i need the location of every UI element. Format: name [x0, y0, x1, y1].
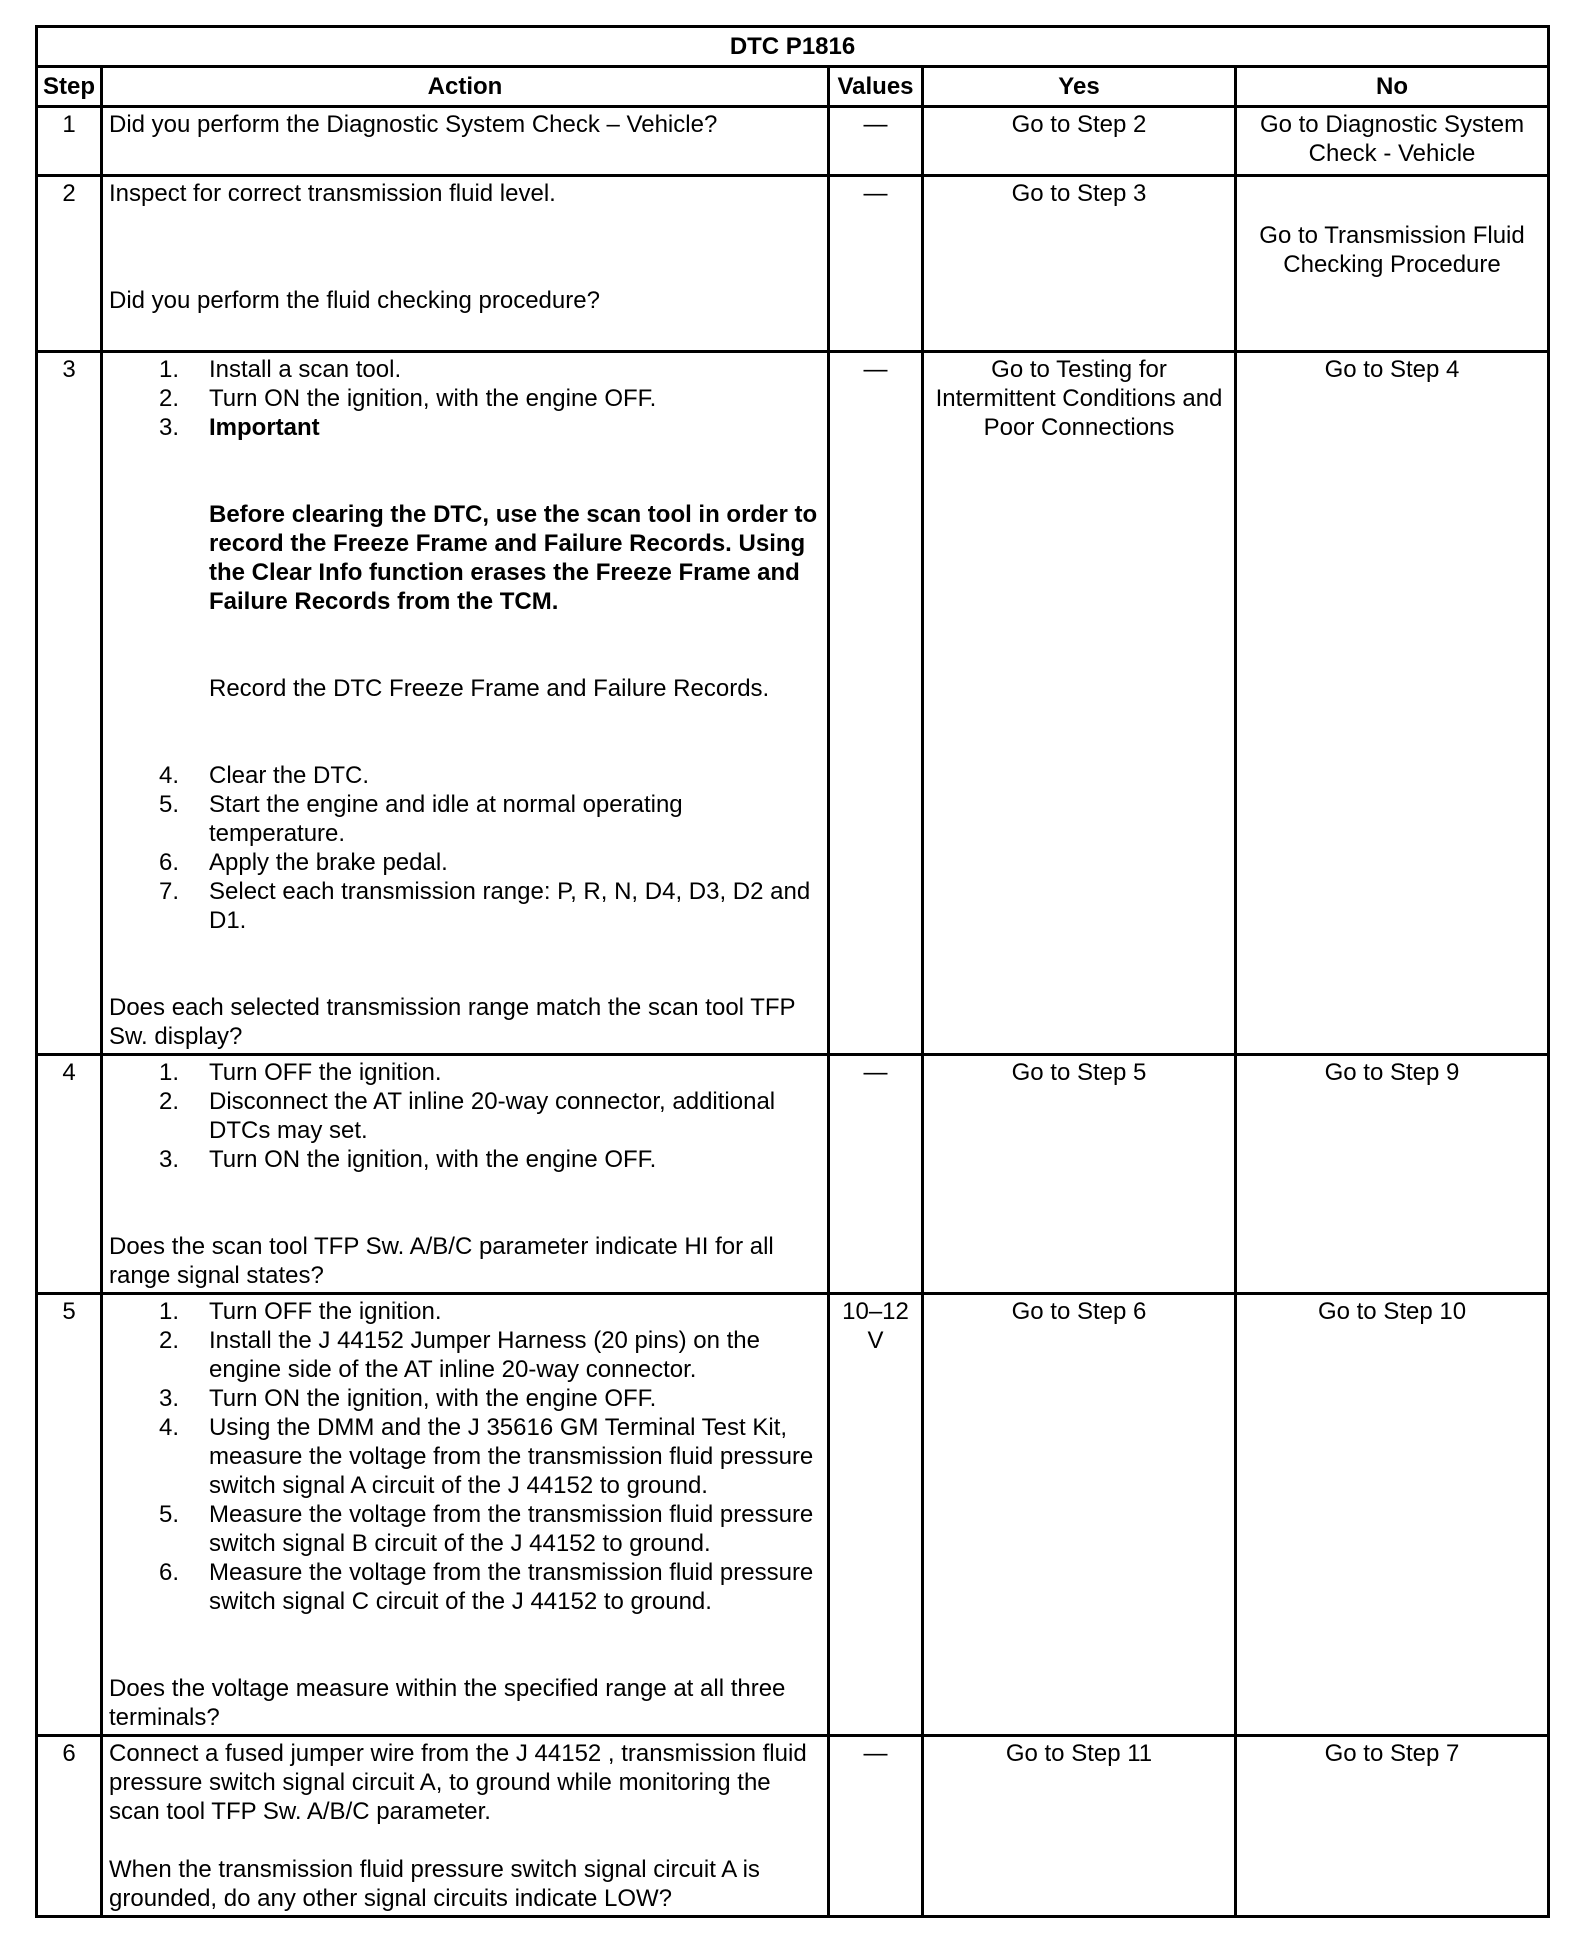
values-cell: —	[829, 1736, 923, 1917]
values-cell: —	[829, 352, 923, 1055]
list-item: 4. Using the DMM and the J 35616 GM Terminal Test Kit, measure the voltage from the transmission fluid pressure switch signal A circuit of the J 44152 to ground.	[159, 1414, 814, 1499]
header-step: Step	[37, 67, 102, 107]
action-text: Inspect for correct transmission fluid level.	[109, 180, 556, 207]
yes-cell: Go to Step 2	[923, 107, 1236, 176]
table-row	[37, 352, 1549, 1055]
step-number: 1	[37, 107, 102, 176]
list-item: 6. Apply the brake pedal.	[159, 849, 448, 876]
action-question: Does each selected transmission range match the scan tool TFP Sw. display?	[109, 994, 796, 1050]
values-cell	[829, 1294, 923, 1736]
no-text-line: Go to Transmission Fluid	[1259, 221, 1525, 249]
values-text-line: 10–12	[842, 1298, 909, 1325]
no-cell	[1236, 107, 1549, 176]
values-cell: —	[829, 1055, 923, 1294]
list-item: 6. Measure the voltage from the transmission fluid pressure switch signal C circuit of the J 44152 to ground.	[159, 1559, 814, 1615]
instruction-list	[109, 355, 821, 442]
list-item: 1. Install a scan tool.	[159, 356, 402, 383]
dtc-table	[35, 25, 1550, 1918]
no-cell: Go to Step 9	[1236, 1055, 1549, 1294]
action-cell	[102, 107, 829, 176]
action-cell	[102, 1736, 829, 1917]
action-question: Did you perform the fluid checking procedure?	[109, 287, 600, 314]
no-cell: Go to Step 4	[1236, 352, 1549, 1055]
list-item: 3. Turn ON the ignition, with the engine OFF.	[159, 1385, 657, 1412]
no-text-line: Check - Vehicle	[1308, 140, 1476, 167]
header-yes: Yes	[923, 67, 1236, 107]
values-cell: —	[829, 107, 923, 176]
list-item: 3. Turn ON the ignition, with the engine OFF.	[159, 1146, 657, 1173]
action-question: Does the voltage measure within the specified range at all three terminals?	[109, 1675, 786, 1731]
instruction-list	[109, 1297, 821, 1616]
table-row	[37, 1736, 1549, 1917]
header-row	[37, 67, 1549, 107]
step-number: 2	[37, 176, 102, 352]
instruction-list	[109, 1058, 821, 1174]
step-number: 6	[37, 1736, 102, 1917]
values-text-line: V	[867, 1327, 884, 1354]
action-text: Did you perform the Diagnostic System Check – Vehicle?	[109, 111, 718, 138]
table-row	[37, 1055, 1549, 1294]
values-cell: —	[829, 176, 923, 352]
action-text: Connect a fused jumper wire from the J 44152 , transmission fluid pressure switch signal circuit A, to ground while monitoring the scan tool TFP Sw. A/B/C parameter.	[109, 1740, 807, 1825]
no-cell	[1236, 176, 1549, 352]
header-action: Action	[102, 67, 829, 107]
action-cell	[102, 176, 829, 352]
action-cell	[102, 1055, 829, 1294]
list-item: 4. Clear the DTC.	[159, 762, 370, 789]
action-question: When the transmission fluid pressure switch signal circuit A is grounded, do any other signal circuits indicate LOW?	[109, 1856, 760, 1912]
no-cell: Go to Step 10	[1236, 1294, 1549, 1736]
no-cell: Go to Step 7	[1236, 1736, 1549, 1917]
table-title: DTC P1816	[37, 27, 1549, 67]
header-values: Values	[829, 67, 923, 107]
list-item: 2. Install the J 44152 Jumper Harness (20 pins) on the engine side of the AT inline 20-way connector.	[159, 1327, 760, 1383]
table-row	[37, 1294, 1549, 1736]
important-note: Before clearing the DTC, use the scan tool in order to record the Freeze Frame and Failure Records. Using the Clear Info function erases the Freeze Frame and Failure Records from the TCM.	[209, 501, 818, 615]
table-row	[37, 176, 1549, 352]
step-number: 3	[37, 352, 102, 1055]
yes-cell: Go to Step 3	[923, 176, 1236, 352]
no-text-line: Go to Diagnostic System	[1259, 111, 1525, 138]
header-no: No	[1236, 67, 1549, 107]
list-item: 2. Disconnect the AT inline 20-way connector, additional DTCs may set.	[159, 1088, 776, 1144]
step-number: 5	[37, 1294, 102, 1736]
list-item: 1. Turn OFF the ignition.	[159, 1059, 442, 1086]
instruction-list	[109, 761, 821, 935]
list-item: 7. Select each transmission range: P, R, N, D4, D3, D2 and D1.	[159, 878, 811, 934]
list-item: 5. Measure the voltage from the transmission fluid pressure switch signal B circuit of the J 44152 to ground.	[159, 1501, 814, 1557]
no-text-line: Checking Procedure	[1283, 250, 1501, 278]
action-question: Does the scan tool TFP Sw. A/B/C parameter indicate HI for all range signal states?	[109, 1233, 774, 1289]
yes-cell: Go to Step 11	[923, 1736, 1236, 1917]
yes-cell: Go to Testing for Intermittent Conditions and Poor Connections	[923, 352, 1236, 1055]
step-number: 4	[37, 1055, 102, 1294]
list-item: 5. Start the engine and idle at normal operating temperature.	[159, 791, 683, 847]
list-item: 2. Turn ON the ignition, with the engine OFF.	[159, 385, 657, 412]
table-row	[37, 107, 1549, 176]
action-cell	[102, 1294, 829, 1736]
action-cell	[102, 352, 829, 1055]
yes-cell: Go to Step 5	[923, 1055, 1236, 1294]
list-item: 3. Important	[159, 414, 320, 441]
list-item: 1. Turn OFF the ignition.	[159, 1298, 442, 1325]
yes-cell: Go to Step 6	[923, 1294, 1236, 1736]
record-note: Record the DTC Freeze Frame and Failure Records.	[209, 675, 770, 702]
